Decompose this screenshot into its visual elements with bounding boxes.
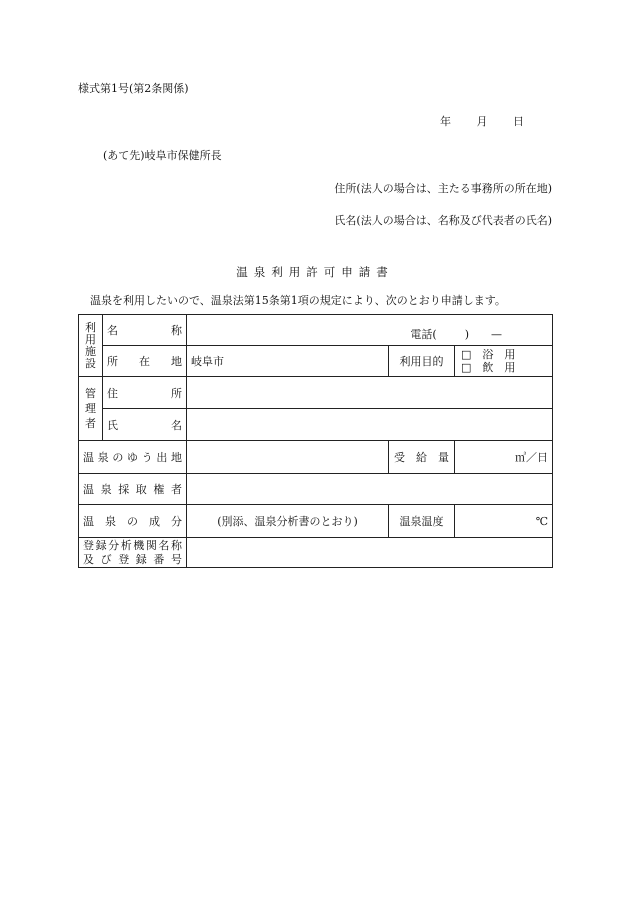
manager-name-field[interactable] <box>187 409 553 441</box>
location-label: 所 在 地 <box>103 346 187 377</box>
purpose-options <box>455 346 553 377</box>
table-row <box>79 346 553 377</box>
manager-group-label: 管 理 者 <box>79 377 103 441</box>
document-title: 温泉利用許可申請書 <box>236 265 394 279</box>
table-row <box>79 538 553 568</box>
applicant-address-label: 住所(法人の場合は、主たる事務所の所在地) <box>334 182 552 195</box>
collector-label: 温泉採取権者 <box>79 474 187 505</box>
registry-field[interactable] <box>187 538 553 568</box>
table-row <box>79 409 553 441</box>
manager-address-label: 住 所 <box>103 377 187 409</box>
date-month: 月 <box>476 115 488 128</box>
bath-use-checkbox[interactable]: □ 浴 用 <box>461 348 516 361</box>
intro-text: 温泉を利用したいので、温泉法第15条第1項の規定により、次のとおり申請します。 <box>90 294 506 307</box>
table-row <box>79 441 553 474</box>
temperature-field[interactable]: ℃ <box>455 505 553 538</box>
date-line <box>440 113 546 129</box>
facility-name-field[interactable] <box>187 315 553 346</box>
date-year: 年 <box>440 115 451 128</box>
facility-group-label: 利 用 施 設 <box>79 315 103 377</box>
component-field: (別添、温泉分析書のとおり) <box>187 505 389 538</box>
temperature-label: 温泉温度 <box>389 505 455 538</box>
facility-name-label: 名 称 <box>103 315 187 346</box>
collector-field[interactable] <box>187 474 553 505</box>
manager-address-field[interactable] <box>187 377 553 409</box>
addressee: (あて先)岐阜市保健所長 <box>103 149 222 162</box>
application-table <box>78 314 553 568</box>
source-label: 温泉のゆう出地 <box>79 441 187 474</box>
table-row <box>79 315 553 346</box>
purpose-label: 利用目的 <box>389 346 455 377</box>
location-field[interactable]: 岐阜市 <box>187 346 389 377</box>
table-row <box>79 377 553 409</box>
registry-label: 登録分析機関名称 及び登録番号 <box>79 538 187 568</box>
phone-label: 電話( <box>410 328 437 341</box>
drinking-use-checkbox[interactable]: □ 飲 用 <box>461 361 516 374</box>
supply-label: 受 給 量 <box>389 441 455 474</box>
applicant-name-label: 氏名(法人の場合は、名称及び代表者の氏名) <box>334 214 552 227</box>
form-number: 様式第1号(第2条関係) <box>78 82 189 95</box>
table-row <box>79 474 553 505</box>
phone-dash: — <box>491 328 502 341</box>
supply-field[interactable]: ㎥／日 <box>455 441 553 474</box>
date-day: 日 <box>513 115 524 128</box>
component-label: 温泉の成分 <box>79 505 187 538</box>
source-field[interactable] <box>187 441 389 474</box>
manager-name-label: 氏 名 <box>103 409 187 441</box>
phone-close: ) <box>464 328 469 341</box>
table-row <box>79 505 553 538</box>
